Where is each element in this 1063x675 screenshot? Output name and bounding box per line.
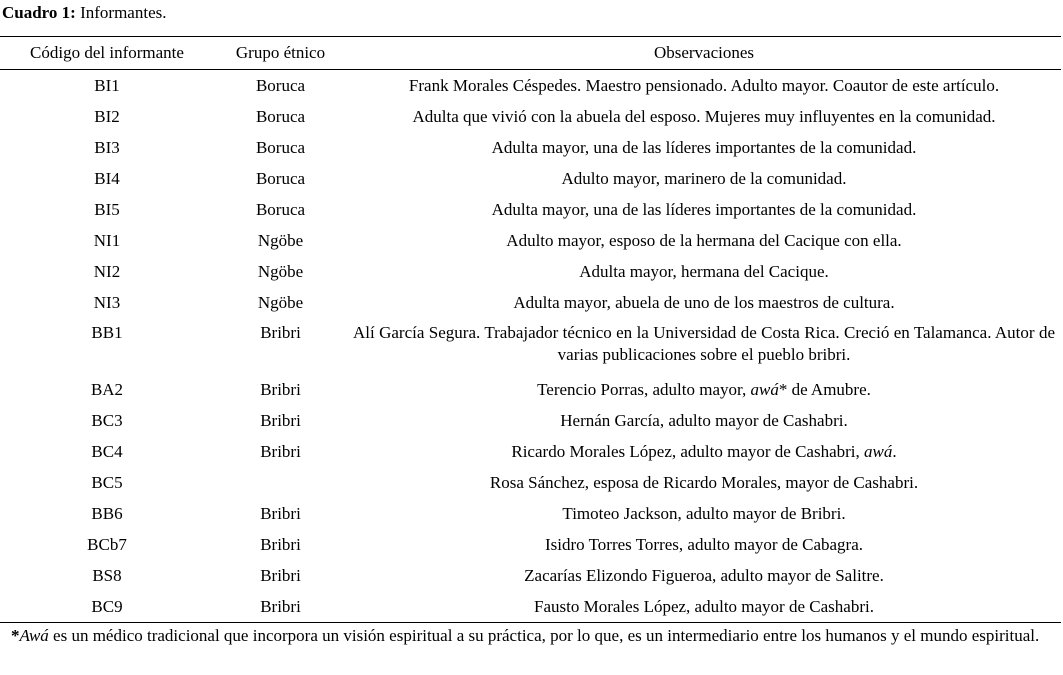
footnote-mark: * [11, 626, 20, 645]
cell-observations: Adulta que vivió con la abuela del esposo. Mujeres muy influyentes en la comunidad. [412, 106, 996, 126]
cell-observations: Frank Morales Céspedes. Maestro pensionado. Adulto mayor. Coautor de este artículo. [408, 75, 1000, 95]
cell-observations: Adulto mayor, marinero de la comunidad. [561, 168, 847, 188]
cell-code: NI3 [93, 292, 121, 312]
cell-code: BI4 [94, 168, 120, 188]
header-group: Grupo étnico [214, 37, 347, 70]
table-row [0, 225, 1061, 256]
cell-code: NI1 [93, 230, 121, 250]
cell-group: Bribri [260, 441, 301, 461]
cell-code: BI5 [94, 199, 120, 219]
cell-code: BS8 [92, 565, 122, 585]
table-row [0, 101, 1061, 132]
cell-observations: Fausto Morales López, adulto mayor de Cashabri. [534, 596, 874, 616]
cell-observations: Adulta mayor, hermana del Cacique. [579, 261, 829, 281]
header-row [0, 37, 1061, 70]
cell-group: Ngöbe [257, 230, 304, 250]
cell-observations: Adulta mayor, una de las líderes importantes de la comunidad. [491, 137, 917, 157]
cell-code: BA2 [90, 379, 124, 399]
cell-group: Boruca [255, 137, 306, 157]
cell-group: Ngöbe [257, 292, 304, 312]
cell-group: Boruca [255, 168, 306, 188]
table-row [0, 498, 1061, 529]
cell-observations: Adulto mayor, esposo de la hermana del Cacique con ella. [506, 230, 902, 250]
table-row [0, 256, 1061, 287]
table-row [0, 591, 1061, 623]
informants-table [0, 36, 1061, 623]
footnote [11, 624, 1051, 648]
cell-code: BI2 [94, 106, 120, 126]
cell-code: BB6 [91, 503, 123, 523]
cell-group: Boruca [255, 199, 306, 219]
table-row [0, 560, 1061, 591]
cell-group: Bribri [260, 410, 301, 430]
cell-code: BI1 [94, 75, 120, 95]
table-row [0, 467, 1061, 498]
cell-group: Boruca [255, 75, 306, 95]
cell-code: BC5 [91, 472, 123, 492]
cell-group [214, 467, 347, 498]
cell-group: Bribri [260, 323, 301, 342]
cell-code: BC3 [91, 410, 123, 430]
table-row [0, 436, 1061, 467]
table-row [0, 374, 1061, 405]
table-row [0, 318, 1061, 374]
footnote-term: Awá [19, 626, 49, 645]
cell-observations: Hernán García, adulto mayor de Cashabri. [560, 410, 848, 430]
cell-code: BCb7 [87, 534, 127, 554]
cell-group: Bribri [260, 379, 301, 399]
table-row [0, 70, 1061, 102]
obs-term-awa: awá [864, 441, 893, 461]
cell-group: Bribri [260, 565, 301, 585]
cell-observations: Adulta mayor, abuela de uno de los maestros de cultura. [513, 292, 895, 312]
cell-group: Bribri [260, 534, 301, 554]
cell-group: Ngöbe [257, 261, 304, 281]
cell-group: Boruca [255, 106, 306, 126]
caption-label: Cuadro 1: [2, 3, 76, 22]
table-row [0, 529, 1061, 560]
cell-code: BI3 [94, 137, 120, 157]
obs-term-awa: awá [750, 379, 779, 399]
obs-text-end: * de Amubre. [778, 379, 871, 399]
table-caption [2, 3, 166, 23]
cell-code: BB1 [91, 323, 123, 342]
cell-group: Bribri [260, 596, 301, 616]
cell-observations [347, 374, 1061, 405]
cell-group: Bribri [260, 503, 301, 523]
cell-code: BC4 [91, 441, 123, 461]
footnote-text: es un médico tradicional que incorpora un visión espiritual a su práctica, por lo que, es un intermediario entre los humanos y el mundo espiritual. [48, 626, 1040, 645]
obs-text-end: . [892, 441, 897, 461]
cell-observations: Alí García Segura. Trabajador técnico en la Universidad de Costa Rica. Creció en Talamanca. Autor de varias publicaciones sobre el pueblo bribri. [353, 323, 1055, 364]
table-row [0, 287, 1061, 318]
table-row [0, 132, 1061, 163]
obs-text: Terencio Porras, adulto mayor, [537, 379, 751, 399]
header-observations: Observaciones [347, 37, 1061, 70]
table-row [0, 163, 1061, 194]
obs-text: Ricardo Morales López, adulto mayor de Cashabri, [511, 441, 865, 461]
table-row [0, 194, 1061, 225]
cell-observations: Isidro Torres Torres, adulto mayor de Cabagra. [544, 534, 863, 554]
cell-observations: Zacarías Elizondo Figueroa, adulto mayor de Salitre. [524, 565, 884, 585]
cell-code: NI2 [93, 261, 121, 281]
caption-title: Informantes. [75, 3, 167, 22]
table-row [0, 405, 1061, 436]
cell-code: BC9 [91, 596, 123, 616]
header-code: Código del informante [0, 37, 214, 70]
cell-observations: Timoteo Jackson, adulto mayor de Bribri. [562, 503, 846, 523]
cell-observations: Adulta mayor, una de las líderes importantes de la comunidad. [491, 199, 917, 219]
cell-observations: Rosa Sánchez, esposa de Ricardo Morales, mayor de Cashabri. [489, 472, 919, 492]
cell-observations [347, 436, 1061, 467]
